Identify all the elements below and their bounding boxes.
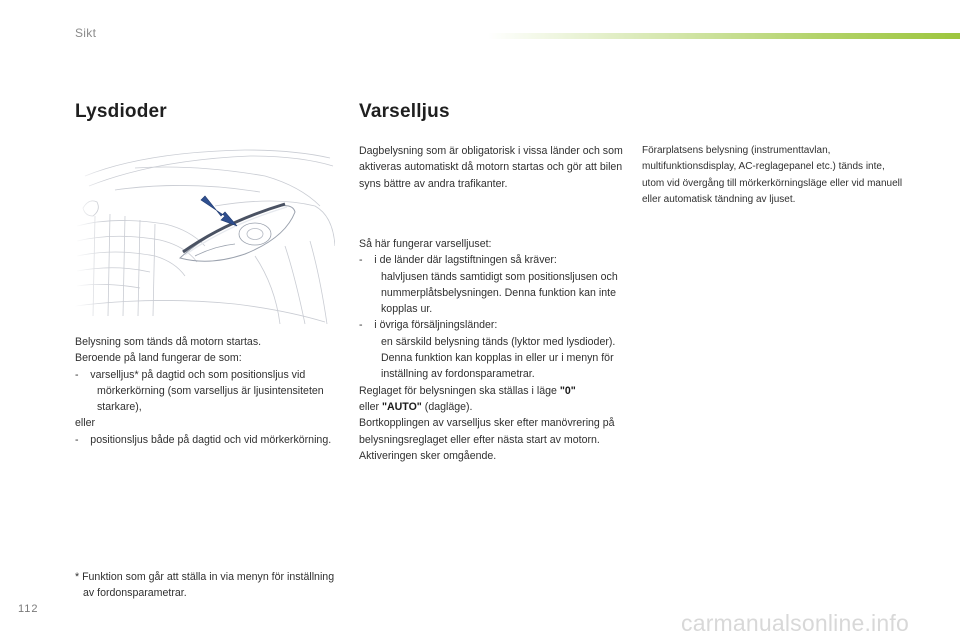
switch-post: (dagläge). — [421, 400, 473, 413]
varselljus-intro: Dagbelysning som är obligatorisk i vissa länder och som aktiveras automatiskt då motorn startas och gör att bilen syns bättre av andra trafikanter. — [359, 145, 623, 190]
switch-mid: eller — [359, 400, 382, 413]
header-gradient-rule — [488, 33, 960, 39]
varselljus-item-1-text: halvljusen tänds samtidigt som positionsljusen och nummerplåtsbelysningen. Denna funktion kan inte kopplas ur. — [381, 270, 618, 316]
lysdioder-p2: Beroende på land fungerar de som: — [75, 352, 242, 365]
varselljus-item-2-title: - i övriga försäljningsländer: — [359, 319, 498, 332]
lysdioder-body — [75, 334, 340, 448]
lysdioder-p1: Belysning som tänds då motorn startas. — [75, 336, 262, 348]
varselljus-item-2-text: en särskild belysning tänds (lyktor med lysdioder). Denna funktion kan kopplas in eller ur i menyn för inställning av fordonsparametrar. — [381, 335, 616, 381]
switch-pre: Reglaget för belysningen ska ställas i läge — [359, 384, 560, 397]
lysdioder-or: eller — [75, 417, 96, 430]
varselljus-disconnect: Bortkopplingen av varselljus sker efter manövrering på belysningsreglaget eller efter nästa start av motorn. Aktiveringen sker omgående. — [359, 417, 615, 462]
watermark: carmanualsonline.info — [681, 610, 909, 636]
cockpit-lighting-note: Förarplatsens belysning (instrumenttavlan, multifunktionsdisplay, AC-reglagepanel etc.) tänds inte, utom vid övergång till mörkerkörningsläge eller vid manuell eller automatisk tändning av ljuset. — [642, 145, 903, 205]
car-front-headlight-illustration — [75, 146, 335, 326]
switch-value-auto: "AUTO" — [381, 400, 422, 413]
section-label: Sikt — [75, 26, 97, 40]
switch-value-0: "0" — [559, 384, 576, 397]
varselljus-body — [359, 236, 624, 464]
page-number: 112 — [18, 603, 39, 615]
varselljus-switch — [359, 383, 624, 416]
varselljus-item-1-title: - i de länder där lagstiftningen så kräver: — [359, 254, 557, 267]
varselljus-howto: Så här fungerar varselljuset: — [359, 238, 492, 250]
footnote: * Funktion som går att ställa in via menyn för inställning av fordonsparametrar. — [75, 571, 335, 600]
heading-lysdioder: Lysdioder — [75, 101, 167, 122]
lysdioder-item-2: - positionsljus både på dagtid och vid mörkerkörning. — [75, 433, 332, 446]
lysdioder-item-1: - varselljus* på dagtid och som positionsljus vid mörkerkörning (som varselljus är ljusintensiteten starkare), — [75, 368, 324, 414]
heading-varselljus: Varselljus — [359, 101, 450, 122]
